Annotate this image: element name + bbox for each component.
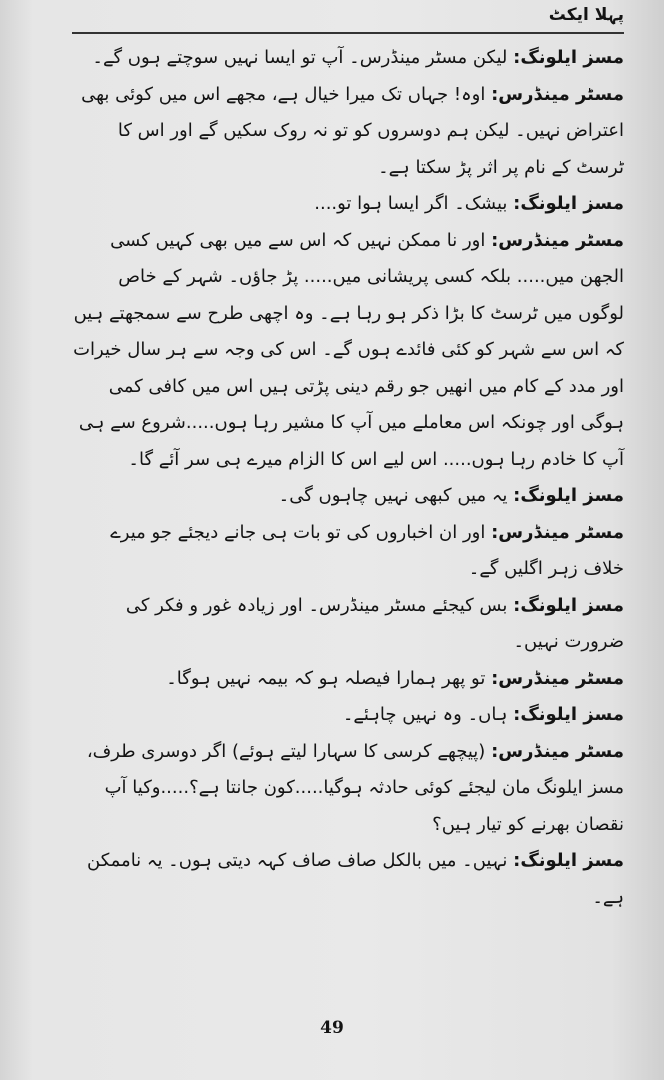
running-head: پہلا ایکٹ	[548, 5, 624, 25]
speaker-name: مسٹر مینڈرس:	[491, 667, 624, 689]
header-rule	[72, 32, 624, 34]
dialogue-line	[70, 478, 624, 515]
speech-text: اور نا ممکن نہیں کہ اس سے میں بھی کہیں کسی الجھن میں..... بلکہ کسی پریشانی میں..... پڑ جاؤں۔ شہر کے خاص لوگوں میں ٹرسٹ کا بڑا ذکر ہو رہا ہے۔ وہ اچھی طرح سے سمجھتے ہیں کہ اس سے شہر کو کئی فائدے ہوں گے۔ اس کی وجہ سے ہر سال خیرات اور مدد کے کام میں انھیں جو رقم دینی پڑتی ہیں اس میں کافی کمی ہوگی اور چونکہ اس معاملے میں آپ کا مشیر رہا ہوں.....شروع سے ہی آپ کا خادم رہا ہوں..... اس لیے اس کا الزام میرے ہی سر آئے گا۔	[73, 229, 624, 470]
dialogue-line	[70, 515, 624, 588]
dialogue-line	[70, 77, 624, 187]
stage-direction: (پیچھے کرسی کا سہارا لیتے ہوئے)	[232, 740, 486, 762]
speaker-name: مسٹر مینڈرس:	[491, 229, 624, 251]
speech-text: یہ میں کبھی نہیں چاہوں گی۔	[278, 485, 508, 506]
speech-text: اگر دوسری طرف، مسز ایلونگ مان لیجئے کوئی حادثہ ہوگیا.....کون جانتا ہے؟.....وکیا آپ نقصان بھرنے کو تیار ہیں؟	[86, 740, 624, 835]
speaker-name: مسٹر مینڈرس:	[491, 83, 624, 105]
speaker-name: مسز ایلونگ:	[513, 47, 624, 68]
dialogue-line	[70, 40, 624, 77]
speech-text: اوہ! جہاں تک میرا خیال ہے، مجھے اس میں کوئی بھی اعتراض نہیں۔ لیکن ہم دوسروں کو تو نہ روک سکیں گے اور اس کا ٹرسٹ کے نام پر اثر پڑ سکتا ہے۔	[81, 83, 624, 178]
speech-text: اور ان اخباروں کی تو بات ہی جانے دیجئے جو میرے خلاف زہر اگلیں گے۔	[110, 521, 624, 579]
dialogue-line	[70, 186, 624, 223]
dialogue-line	[70, 697, 624, 734]
speaker-name: مسز ایلونگ:	[513, 704, 624, 725]
speech-text: تو پھر ہمارا فیصلہ ہو کہ بیمہ نہیں ہوگا۔	[166, 667, 486, 689]
dialogue-line	[70, 223, 624, 479]
dialogue-line	[70, 661, 624, 698]
speaker-name: مسز ایلونگ:	[513, 850, 624, 871]
dialogue-text	[70, 40, 624, 916]
speech-text: ہاں۔ وہ نہیں چاہئے۔	[342, 704, 508, 725]
speaker-name: مسز ایلونگ:	[513, 594, 624, 616]
dialogue-line	[70, 734, 624, 844]
speaker-name: مسٹر مینڈرس:	[491, 521, 624, 543]
dialogue-line	[70, 843, 624, 916]
page-number: 49	[320, 1018, 344, 1038]
speaker-name: مسز ایلونگ:	[513, 193, 624, 214]
speech-text: بیشک۔ اگر ایسا ہوا تو....	[314, 193, 508, 214]
speech-text: نہیں۔ میں بالکل صاف صاف کہہ دیتی ہوں۔ یہ ناممکن ہے۔	[87, 850, 624, 908]
speaker-name: مسز ایلونگ:	[513, 485, 624, 506]
speech-text: لیکن مسٹر مینڈرس۔ آپ تو ایسا نہیں سوچتے ہوں گے۔	[92, 47, 508, 68]
dialogue-line	[70, 588, 624, 661]
speech-text: بس کیجئے مسٹر مینڈرس۔ اور زیادہ غور و فکر کی ضرورت نہیں۔	[125, 594, 624, 652]
speaker-name: مسٹر مینڈرس:	[491, 740, 624, 762]
